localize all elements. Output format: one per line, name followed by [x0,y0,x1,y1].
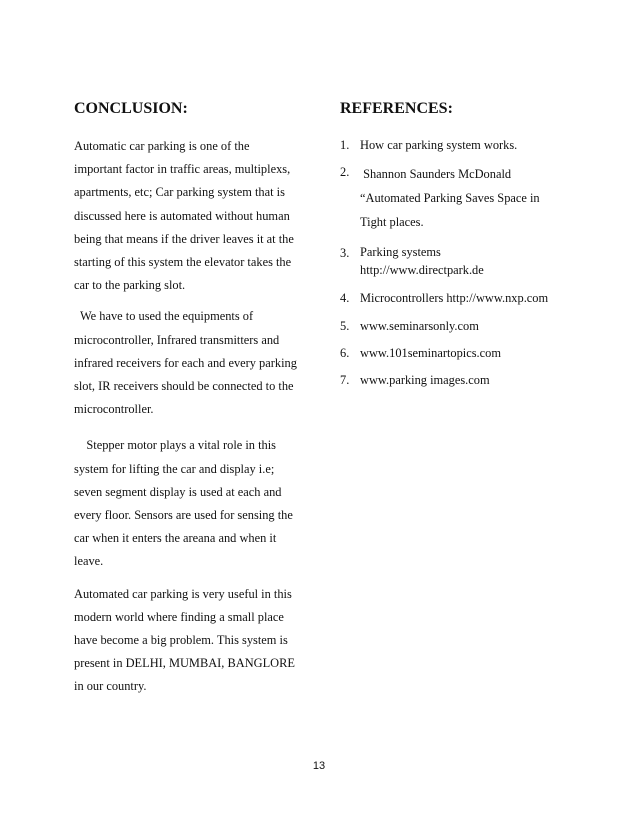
text-line: car to the parking slot. [74,278,186,293]
text-line: Microcontrollers http://www.nxp.com [360,291,549,305]
text-line: Automated car parking is very useful in this [74,586,292,601]
reference-item [340,135,580,155]
reference-link: www.seminarsonly.com [360,319,479,333]
text-line: seven segment display is used at each and [74,484,282,499]
reference-item [340,162,580,234]
references-heading: REFERENCES: [340,100,453,117]
text-line: important factor in traffic areas, multiplexs, [74,162,291,177]
reference-number: 1. [340,138,350,152]
reference-text [360,343,501,363]
page-number: 13 [312,760,326,772]
text-line: microcontroller, Infrared transmitters and [74,332,280,347]
conclusion-section [74,98,324,699]
reference-link: www.101seminartopics.com [360,346,501,360]
conclusion-paragraph-4 [74,583,324,699]
reference-item [340,288,580,308]
reference-text [360,243,484,279]
reference-link: http://www.directpark.de [360,263,484,277]
text-line: microcontroller. [74,402,154,417]
conclusion-paragraph-2 [74,305,324,421]
reference-item [340,343,580,363]
reference-number: 7. [340,373,350,387]
reference-number: 5. [340,319,350,333]
text-line: every floor. Sensors are used for sensing the [74,508,293,523]
reference-text [360,162,540,234]
reference-text [360,316,479,336]
text-line: Tight places. [360,215,424,229]
reference-number: 2. [340,165,350,179]
reference-text [360,135,517,155]
text-line: apartments, etc; Car parking system that is [74,185,285,200]
text-line: infrared receivers for each and every parking [74,355,297,370]
references-list [340,135,580,390]
text-line: Automatic car parking is one of the [74,139,250,153]
text-line: “Automated Parking Saves Space in [360,191,540,205]
reference-item [340,243,580,279]
text-line: Stepper motor plays a vital role in this [74,438,277,453]
text-line: Shannon Saunders McDonald [360,167,512,181]
reference-item [340,316,580,336]
text-line: in our country. [74,679,147,694]
reference-item [340,370,580,390]
reference-text [360,288,548,308]
reference-text [360,370,490,390]
text-line: How car parking system works. [360,138,518,152]
references-section [340,98,580,390]
conclusion-paragraph-1 [74,135,324,297]
reference-link: www.parking images.com [360,373,490,387]
text-line: We have to used the equipments of [74,309,254,324]
text-line: discussed here is automated without human [74,208,290,223]
conclusion-heading: CONCLUSION: [74,100,188,117]
text-line: car when it enters the areana and when it [74,531,277,546]
text-line: have become a big problem. This system is [74,633,288,648]
reference-number: 6. [340,346,350,360]
text-line: slot, IR receivers should be connected to the [74,379,294,394]
text-line: starting of this system the elevator takes the [74,255,292,270]
text-line: being that means if the driver leaves it at the [74,231,294,246]
text-line: Parking systems [360,245,441,259]
text-line: modern world where finding a small place [74,609,284,624]
reference-number: 4. [340,291,350,305]
conclusion-paragraph-3 [74,434,324,573]
reference-number: 3. [340,246,350,260]
text-line: leave. [74,554,104,569]
text-line: present in DELHI, MUMBAI, BANGLORE [74,656,295,671]
text-line: system for lifting the car and display i.e; [74,461,275,476]
